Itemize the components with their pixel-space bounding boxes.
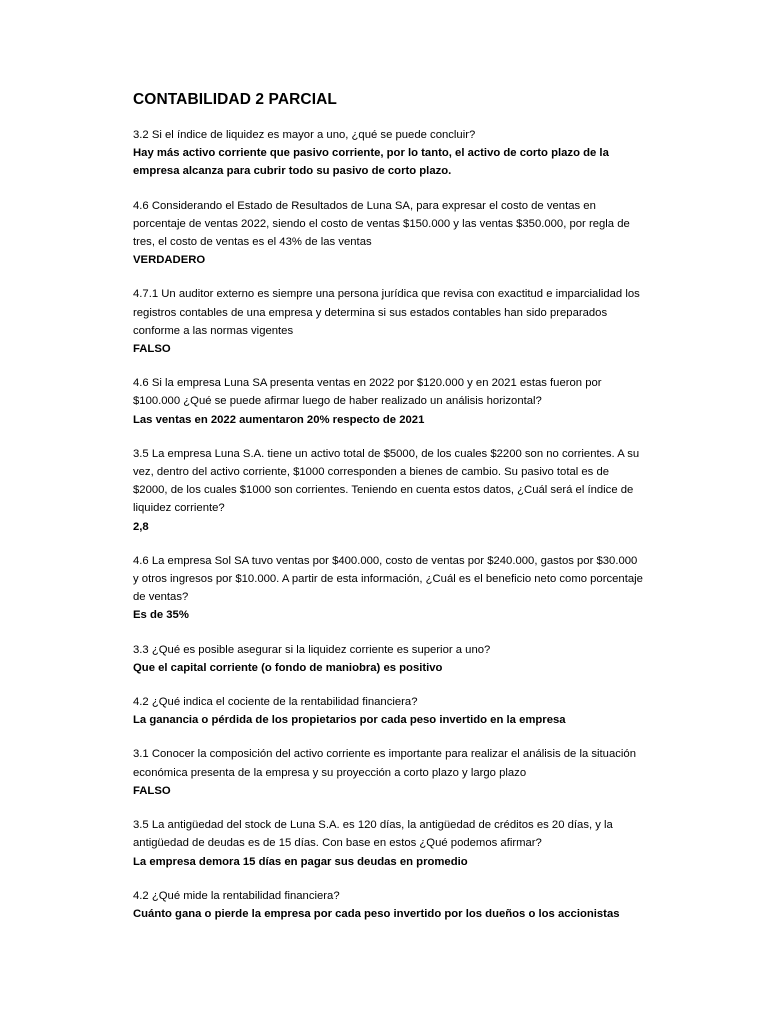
qa-item-1 [133, 126, 643, 181]
question-text: 3.5 La empresa Luna S.A. tiene un activo total de $5000, de los cuales $2200 son no corrientes. A su vez, dentro del activo corriente, $1000 corresponden a bienes de cambio. Su pasivo total es de $2000, de los cuales $1000 son corrientes. Teniendo en cuenta estos datos, ¿Cuál será el índice de liquidez corriente? [133, 447, 640, 515]
question-text: 4.2 ¿Qué indica el cociente de la rentabilidad financiera? [133, 696, 418, 709]
question-text: 4.7.1 Un auditor externo es siempre una persona jurídica que revisa con exactitud e imparcialidad los registros contables de una empresa y determina si sus estados contables han sido preparados conforme a las normas vigentes [133, 288, 640, 337]
answer-text: Hay más activo corriente que pasivo corriente, por lo tanto, el activo de corto plazo de la empresa alcanza para cubrir todo su pasivo de corto plazo. [133, 147, 609, 178]
document-page [133, 90, 643, 939]
answer-text: FALSO [133, 784, 171, 797]
question-text: 4.6 Considerando el Estado de Resultados de Luna SA, para expresar el costo de ventas en porcentaje de ventas 2022, siendo el costo de ventas $150.000 y las ventas $350.000, por regla de tres, el costo de ventas es el 43% de las ventas [133, 199, 630, 249]
qa-item-11 [133, 887, 643, 923]
question-text: 3.1 Conocer la composición del activo corriente es importante para realizar el análisis de la situación económica presenta de la empresa y su proyección a corto plazo y largo plazo [133, 748, 636, 779]
qa-item-7 [133, 641, 643, 677]
answer-text: FALSO [133, 343, 171, 356]
qa-item-3 [133, 285, 643, 358]
answer-text: Cuánto gana o pierde la empresa por cada peso invertido por los dueños o los accionistas [133, 907, 620, 920]
question-text: 3.2 Si el índice de liquidez es mayor a uno, ¿qué se puede concluir? [133, 129, 476, 141]
qa-item-9 [133, 745, 643, 800]
question-text: 3.5 La antigüedad del stock de Luna S.A. es 120 días, la antigüedad de créditos es 20 días, y la antigüedad de deudas es de 15 días. Con base en estos ¿Qué podemos afirmar? [133, 819, 613, 850]
question-text: 4.6 Si la empresa Luna SA presenta ventas en 2022 por $120.000 y en 2021 estas fueron por $100.000 ¿Qué se puede afirmar luego de haber realizado un análisis horizontal? [133, 377, 602, 408]
answer-text: La ganancia o pérdida de los propietarios por cada peso invertido en la empresa [133, 714, 566, 727]
answer-text: La empresa demora 15 días en pagar sus deudas en promedio [133, 855, 468, 868]
answer-text: Que el capital corriente (o fondo de maniobra) es positivo [133, 661, 443, 674]
answer-text: VERDADERO [133, 254, 206, 267]
document-title: CONTABILIDAD 2 PARCIAL [133, 91, 337, 108]
qa-item-2 [133, 197, 643, 270]
question-text: 3.3 ¿Qué es posible asegurar si la liquidez corriente es superior a uno? [133, 643, 491, 656]
qa-item-4 [133, 374, 643, 429]
answer-text: Las ventas en 2022 aumentaron 20% respecto de 2021 [133, 413, 425, 426]
qa-item-10 [133, 816, 643, 871]
answer-text: 2,8 [133, 520, 149, 533]
question-text: 4.2 ¿Qué mide la rentabilidad financiera? [133, 889, 340, 902]
question-text: 4.6 La empresa Sol SA tuvo ventas por $400.000, costo de ventas por $240.000, gastos por $30.000 y otros ingresos por $10.000. A partir de esta información, ¿Cuál es el beneficio neto como porcentaje de ventas? [133, 554, 643, 604]
qa-item-8 [133, 693, 643, 729]
qa-item-6 [133, 552, 643, 625]
answer-text: Es de 35% [133, 609, 189, 622]
qa-item-5 [133, 445, 643, 536]
